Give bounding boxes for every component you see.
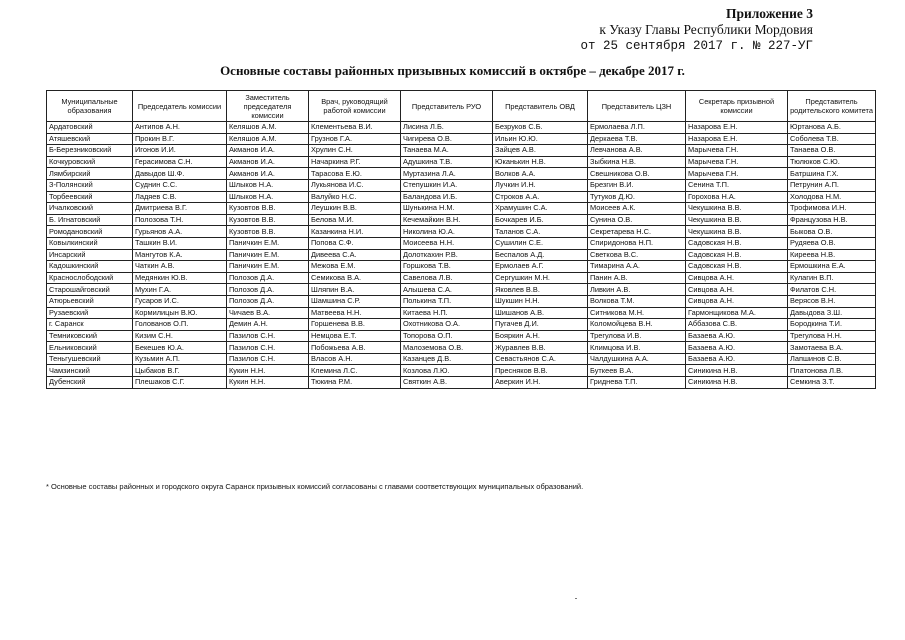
municipality-cell: Атюрьевский: [47, 295, 133, 307]
table-cell: Тюлюков С.Ю.: [788, 156, 876, 168]
table-cell: Полозов Д.А.: [227, 295, 309, 307]
table-cell: Семкина З.Т.: [788, 377, 876, 389]
municipality-cell: Торбеевский: [47, 191, 133, 203]
table-row: [47, 145, 876, 157]
appendix-header: [580, 6, 813, 54]
column-header: Заместитель председателя комиссии: [227, 91, 309, 122]
table-cell: Шамшина С.Р.: [309, 295, 401, 307]
table-cell: Французова Н.В.: [788, 214, 876, 226]
table-cell: Садовская Н.В.: [686, 249, 788, 261]
table-cell: Валуйко Н.С.: [309, 191, 401, 203]
decree-date: от 25 сентября 2017 г. № 227-УГ: [580, 39, 813, 53]
municipality-cell: Кочкуровский: [47, 156, 133, 168]
table-cell: Немцова Е.Т.: [309, 330, 401, 342]
table-cell: Кулагин В.П.: [788, 272, 876, 284]
table-cell: Грузнов Г.А.: [309, 133, 401, 145]
table-cell: Батршина Г.Х.: [788, 168, 876, 180]
table-cell: Яковлев В.В.: [493, 284, 588, 296]
table-cell: Светкова В.С.: [588, 249, 686, 261]
table-cell: Гармонщикова М.А.: [686, 307, 788, 319]
table-cell: Строков А.А.: [493, 191, 588, 203]
table-cell: Ильин Ю.Ю.: [493, 133, 588, 145]
municipality-cell: Дубенский: [47, 377, 133, 389]
table-cell: Начаркина Р.Г.: [309, 156, 401, 168]
table-cell: Тутуков Д.Ю.: [588, 191, 686, 203]
table-cell: Келяшов А.М.: [227, 122, 309, 134]
table-row: [47, 365, 876, 377]
document-title: Основные составы районных призывных комиссий в октябре – декабре 2017 г.: [220, 63, 685, 78]
table-cell: Сивцова А.Н.: [686, 284, 788, 296]
table-cell: Попова С.Ф.: [309, 237, 401, 249]
table-cell: Замотаева В.А.: [788, 342, 876, 354]
table-cell: Ливкин А.В.: [588, 284, 686, 296]
table-cell: Бояркин А.Н.: [493, 330, 588, 342]
table-row: [47, 203, 876, 215]
table-cell: Клемина Л.С.: [309, 365, 401, 377]
table-cell: Кечемайкин В.Н.: [401, 214, 493, 226]
table-cell: Ташкин В.И.: [133, 237, 227, 249]
municipality-cell: З-Полянский: [47, 179, 133, 191]
table-cell: Свешникова О.В.: [588, 168, 686, 180]
table-cell: Буткеев В.А.: [588, 365, 686, 377]
table-row: [47, 133, 876, 145]
table-cell: Соболева Т.В.: [788, 133, 876, 145]
table-cell: Пугачев Д.И.: [493, 319, 588, 331]
table-cell: Полозов Д.А.: [227, 272, 309, 284]
table-row: [47, 122, 876, 134]
table-row: [47, 272, 876, 284]
table-cell: Муртазина Л.А.: [401, 168, 493, 180]
table-cell: Юканькин Н.В.: [493, 156, 588, 168]
table-cell: Полозова Т.Н.: [133, 214, 227, 226]
table-cell: Николина Ю.А.: [401, 226, 493, 238]
table-cell: Филатов С.Н.: [788, 284, 876, 296]
table-cell: Шукшин Н.Н.: [493, 295, 588, 307]
table-cell: Лучкин И.Н.: [493, 179, 588, 191]
table-cell: Сенина Т.П.: [686, 179, 788, 191]
table-body: [47, 122, 876, 389]
table-cell: Волков А.А.: [493, 168, 588, 180]
table-cell: Плешаков С.Г.: [133, 377, 227, 389]
table-cell: Кукин Н.Н.: [227, 365, 309, 377]
table-cell: Акманов И.А.: [227, 156, 309, 168]
municipality-cell: Лямбирский: [47, 168, 133, 180]
table-row: [47, 191, 876, 203]
table-cell: Тарасова Е.Ю.: [309, 168, 401, 180]
table-cell: Трофимова И.Н.: [788, 203, 876, 215]
column-header: Секретарь призывной комиссии: [686, 91, 788, 122]
table-cell: Юртанова А.Б.: [788, 122, 876, 134]
table-cell: Власов А.Н.: [309, 353, 401, 365]
table-cell: Кормилицын В.Ю.: [133, 307, 227, 319]
table-cell: Коломойцева В.Н.: [588, 319, 686, 331]
municipality-cell: Ромодановский: [47, 226, 133, 238]
table-cell: Бочкарев И.Б.: [493, 214, 588, 226]
table-cell: Кузьмин А.П.: [133, 353, 227, 365]
table-cell: Гриднева Т.П.: [588, 377, 686, 389]
table-cell: Пазилов С.Н.: [227, 330, 309, 342]
table-cell: Медянкин Ю.В.: [133, 272, 227, 284]
table-cell: Шишанов А.В.: [493, 307, 588, 319]
table-cell: Моисеев А.К.: [588, 203, 686, 215]
table-row: [47, 330, 876, 342]
table-cell: Сивцова А.Н.: [686, 295, 788, 307]
table-cell: Шунькина Н.М.: [401, 203, 493, 215]
table-cell: Гурьянов А.А.: [133, 226, 227, 238]
table-cell: Рудяева О.В.: [788, 237, 876, 249]
table-cell: Паничкин Е.М.: [227, 237, 309, 249]
column-header: Председатель комиссии: [133, 91, 227, 122]
municipality-cell: Ичалковский: [47, 203, 133, 215]
table-cell: Танаева О.В.: [788, 145, 876, 157]
table-cell: Сушилин С.Е.: [493, 237, 588, 249]
table-cell: Кукин Н.Н.: [227, 377, 309, 389]
table-header-row: [47, 91, 876, 122]
table-cell: Холодова Н.М.: [788, 191, 876, 203]
table-row: [47, 226, 876, 238]
table-cell: Базаева А.Ю.: [686, 330, 788, 342]
table-cell: Марычева Г.Н.: [686, 168, 788, 180]
table-cell: Давыдова З.Ш.: [788, 307, 876, 319]
table-cell: Киреева Н.В.: [788, 249, 876, 261]
table-row: [47, 214, 876, 226]
table-cell: Брезгин В.И.: [588, 179, 686, 191]
municipality-cell: Инсарский: [47, 249, 133, 261]
table-cell: Бородкина Т.И.: [788, 319, 876, 331]
table-cell: Платонова Л.В.: [788, 365, 876, 377]
table-cell: Сергушкин М.Н.: [493, 272, 588, 284]
table-cell: Ермолаева Л.П.: [588, 122, 686, 134]
table-cell: Танаева М.А.: [401, 145, 493, 157]
table-cell: Тюкина Р.М.: [309, 377, 401, 389]
table-row: [47, 237, 876, 249]
table-cell: Мангутов К.А.: [133, 249, 227, 261]
table-cell: Спиридонова Н.П.: [588, 237, 686, 249]
table-cell: Топорова О.П.: [401, 330, 493, 342]
table-cell: Полькина Т.П.: [401, 295, 493, 307]
table-cell: Горохова Н.А.: [686, 191, 788, 203]
table-cell: Алышева С.А.: [401, 284, 493, 296]
table-cell: Синикина Н.В.: [686, 365, 788, 377]
municipality-cell: Краснослободский: [47, 272, 133, 284]
table-cell: Верясов В.Н.: [788, 295, 876, 307]
table-row: [47, 284, 876, 296]
table-cell: Хрулин С.Н.: [309, 145, 401, 157]
table-cell: Лапшинов С.В.: [788, 353, 876, 365]
table-cell: Чичаев В.А.: [227, 307, 309, 319]
table-cell: Севастьянов С.А.: [493, 353, 588, 365]
table-cell: Безруков С.Б.: [493, 122, 588, 134]
table-cell: Горшенева В.В.: [309, 319, 401, 331]
table-cell: Петрунин А.П.: [788, 179, 876, 191]
table-cell: Леушкин В.В.: [309, 203, 401, 215]
table-cell: Садовская Н.В.: [686, 261, 788, 273]
municipality-cell: Б-Березниковский: [47, 145, 133, 157]
table-row: [47, 249, 876, 261]
column-header: Представитель ЦЗН: [588, 91, 686, 122]
commission-table: [46, 90, 876, 389]
table-cell: Марычева Г.Н.: [686, 156, 788, 168]
table-cell: Быкова О.В.: [788, 226, 876, 238]
table-cell: Шлыков Н.А.: [227, 191, 309, 203]
table-cell: Пазилов С.Н.: [227, 342, 309, 354]
table-cell: Паничкин Е.М.: [227, 249, 309, 261]
column-header: Представитель РУО: [401, 91, 493, 122]
table-cell: Бекешев Ю.А.: [133, 342, 227, 354]
municipality-cell: Ельниковский: [47, 342, 133, 354]
table-cell: Степушкин И.А.: [401, 179, 493, 191]
table-cell: Чекушкина В.В.: [686, 203, 788, 215]
table-cell: Игонов И.И.: [133, 145, 227, 157]
municipality-cell: г. Саранск: [47, 319, 133, 331]
municipality-cell: Б. Игнатовский: [47, 214, 133, 226]
table-row: [47, 261, 876, 273]
table-cell: Кизим С.Н.: [133, 330, 227, 342]
table-cell: Межова Е.М.: [309, 261, 401, 273]
table-cell: Шлыков Н.А.: [227, 179, 309, 191]
table-cell: Чигирева О.В.: [401, 133, 493, 145]
table-cell: Горшкова Т.В.: [401, 261, 493, 273]
footnote: * Основные составы районных и городского округа Саранск призывных комиссий согласованы с главами соответствующих муниципальных образований.: [46, 482, 584, 491]
table-cell: Садовская Н.В.: [686, 237, 788, 249]
table-cell: Назарова Е.Н.: [686, 133, 788, 145]
table-cell: Адушкина Т.В.: [401, 156, 493, 168]
table-cell: Трегулова И.В.: [588, 330, 686, 342]
table-cell: Беспалов А.Д.: [493, 249, 588, 261]
table-cell: Цыбаков В.Г.: [133, 365, 227, 377]
table-cell: Суднин С.С.: [133, 179, 227, 191]
table-row: [47, 307, 876, 319]
column-header: Муниципальные образования: [47, 91, 133, 122]
municipality-cell: Ковылкинский: [47, 237, 133, 249]
table-cell: Долоткахин Р.В.: [401, 249, 493, 261]
table-cell: Мухин Г.А.: [133, 284, 227, 296]
table-cell: Ладяев С.В.: [133, 191, 227, 203]
municipality-cell: Темниковский: [47, 330, 133, 342]
table-cell: Сивцова А.Н.: [686, 272, 788, 284]
table-cell: Левчанова А.В.: [588, 145, 686, 157]
table-cell: Давыдов Ш.Ф.: [133, 168, 227, 180]
municipality-cell: Чамзинский: [47, 365, 133, 377]
table-cell: Ермолаев А.Г.: [493, 261, 588, 273]
table-cell: Кузовтов В.В.: [227, 214, 309, 226]
table-cell: Лукьянова И.С.: [309, 179, 401, 191]
table-cell: Храмушин С.А.: [493, 203, 588, 215]
table-cell: Голованов О.П.: [133, 319, 227, 331]
table-cell: Аверкин И.Н.: [493, 377, 588, 389]
table-cell: Моисеева Н.Н.: [401, 237, 493, 249]
table-cell: Семикова В.А.: [309, 272, 401, 284]
municipality-cell: Теньгушевский: [47, 353, 133, 365]
table-cell: Келяшов А.М.: [227, 133, 309, 145]
table-cell: Китаева Н.П.: [401, 307, 493, 319]
column-header: Врач, руководящий работой комиссии: [309, 91, 401, 122]
table-cell: Ситникова М.Н.: [588, 307, 686, 319]
table-cell: Синикина Н.В.: [686, 377, 788, 389]
table-cell: Лисина Л.Б.: [401, 122, 493, 134]
table-cell: Казанкина Н.И.: [309, 226, 401, 238]
table-row: [47, 377, 876, 389]
table-cell: Охотникова О.А.: [401, 319, 493, 331]
table-cell: Демин А.Н.: [227, 319, 309, 331]
table-cell: Климцова И.В.: [588, 342, 686, 354]
table-cell: Чекушкина В.В.: [686, 226, 788, 238]
table-cell: Шляпин В.А.: [309, 284, 401, 296]
table-cell: Герасимова С.Н.: [133, 156, 227, 168]
table-cell: Волкова Т.М.: [588, 295, 686, 307]
table-cell: Чаткин А.В.: [133, 261, 227, 273]
appendix-number: Приложение 3: [725, 6, 813, 21]
table-cell: Дивеева С.А.: [309, 249, 401, 261]
table-row: [47, 179, 876, 191]
table-cell: Побожьева А.В.: [309, 342, 401, 354]
table-cell: Базаева А.Ю.: [686, 342, 788, 354]
table-cell: Кузовтов В.В.: [227, 203, 309, 215]
table-cell: Ермошкина Е.А.: [788, 261, 876, 273]
municipality-cell: Старошайговский: [47, 284, 133, 296]
table-cell: Матвеева Н.Н.: [309, 307, 401, 319]
table-cell: Панин А.В.: [588, 272, 686, 284]
table-cell: Акманов И.А.: [227, 168, 309, 180]
table-cell: Чекушкина В.В.: [686, 214, 788, 226]
table-cell: Гусаров И.С.: [133, 295, 227, 307]
table-cell: Кузовтов В.В.: [227, 226, 309, 238]
table-cell: Тимарина А.А.: [588, 261, 686, 273]
table-cell: Таланов С.А.: [493, 226, 588, 238]
table-row: [47, 295, 876, 307]
table-cell: Белова М.И.: [309, 214, 401, 226]
table-row: [47, 353, 876, 365]
table-cell: Святкин А.В.: [401, 377, 493, 389]
table-row: [47, 319, 876, 331]
table-cell: Пазилов С.Н.: [227, 353, 309, 365]
table-cell: Зыбкина Н.В.: [588, 156, 686, 168]
table-cell: Аббазова С.В.: [686, 319, 788, 331]
table-cell: Клементьева В.И.: [309, 122, 401, 134]
table-cell: Козлова Л.Ю.: [401, 365, 493, 377]
table-cell: Зайцев А.В.: [493, 145, 588, 157]
table-cell: Чалдушкина А.А.: [588, 353, 686, 365]
table-cell: Прокин В.Г.: [133, 133, 227, 145]
table-cell: Акманов И.А.: [227, 145, 309, 157]
table-cell: Сунина О.В.: [588, 214, 686, 226]
municipality-cell: Атяшевский: [47, 133, 133, 145]
table-row: [47, 342, 876, 354]
table-cell: Паничкин Е.М.: [227, 261, 309, 273]
table-cell: Баландова И.Б.: [401, 191, 493, 203]
table-cell: Антипов А.Н.: [133, 122, 227, 134]
table-cell: Казанцев Д.В.: [401, 353, 493, 365]
table-cell: Малоземова О.В.: [401, 342, 493, 354]
table-row: [47, 168, 876, 180]
table-cell: Савелова Л.В.: [401, 272, 493, 284]
column-header: Представитель ОВД: [493, 91, 588, 122]
table-cell: Пресняков В.В.: [493, 365, 588, 377]
table-cell: Трегулова Н.Н.: [788, 330, 876, 342]
municipality-cell: Ардатовский: [47, 122, 133, 134]
scan-dot: [575, 598, 577, 599]
municipality-cell: Кадошкинский: [47, 261, 133, 273]
decree-reference: к Указу Главы Республики Мордовия: [599, 22, 813, 37]
table-row: [47, 156, 876, 168]
column-header: Представитель родительского комитета: [788, 91, 876, 122]
table-cell: Полозов Д.А.: [227, 284, 309, 296]
table-cell: Журавлев В.В.: [493, 342, 588, 354]
table-cell: Базаева А.Ю.: [686, 353, 788, 365]
table-cell: Назарова Е.Н.: [686, 122, 788, 134]
table-cell: Секретарева Н.С.: [588, 226, 686, 238]
table-cell: Марычева Г.Н.: [686, 145, 788, 157]
municipality-cell: Рузаевский: [47, 307, 133, 319]
table-cell: Деркаева Т.В.: [588, 133, 686, 145]
table-cell: Дмитриева В.Г.: [133, 203, 227, 215]
